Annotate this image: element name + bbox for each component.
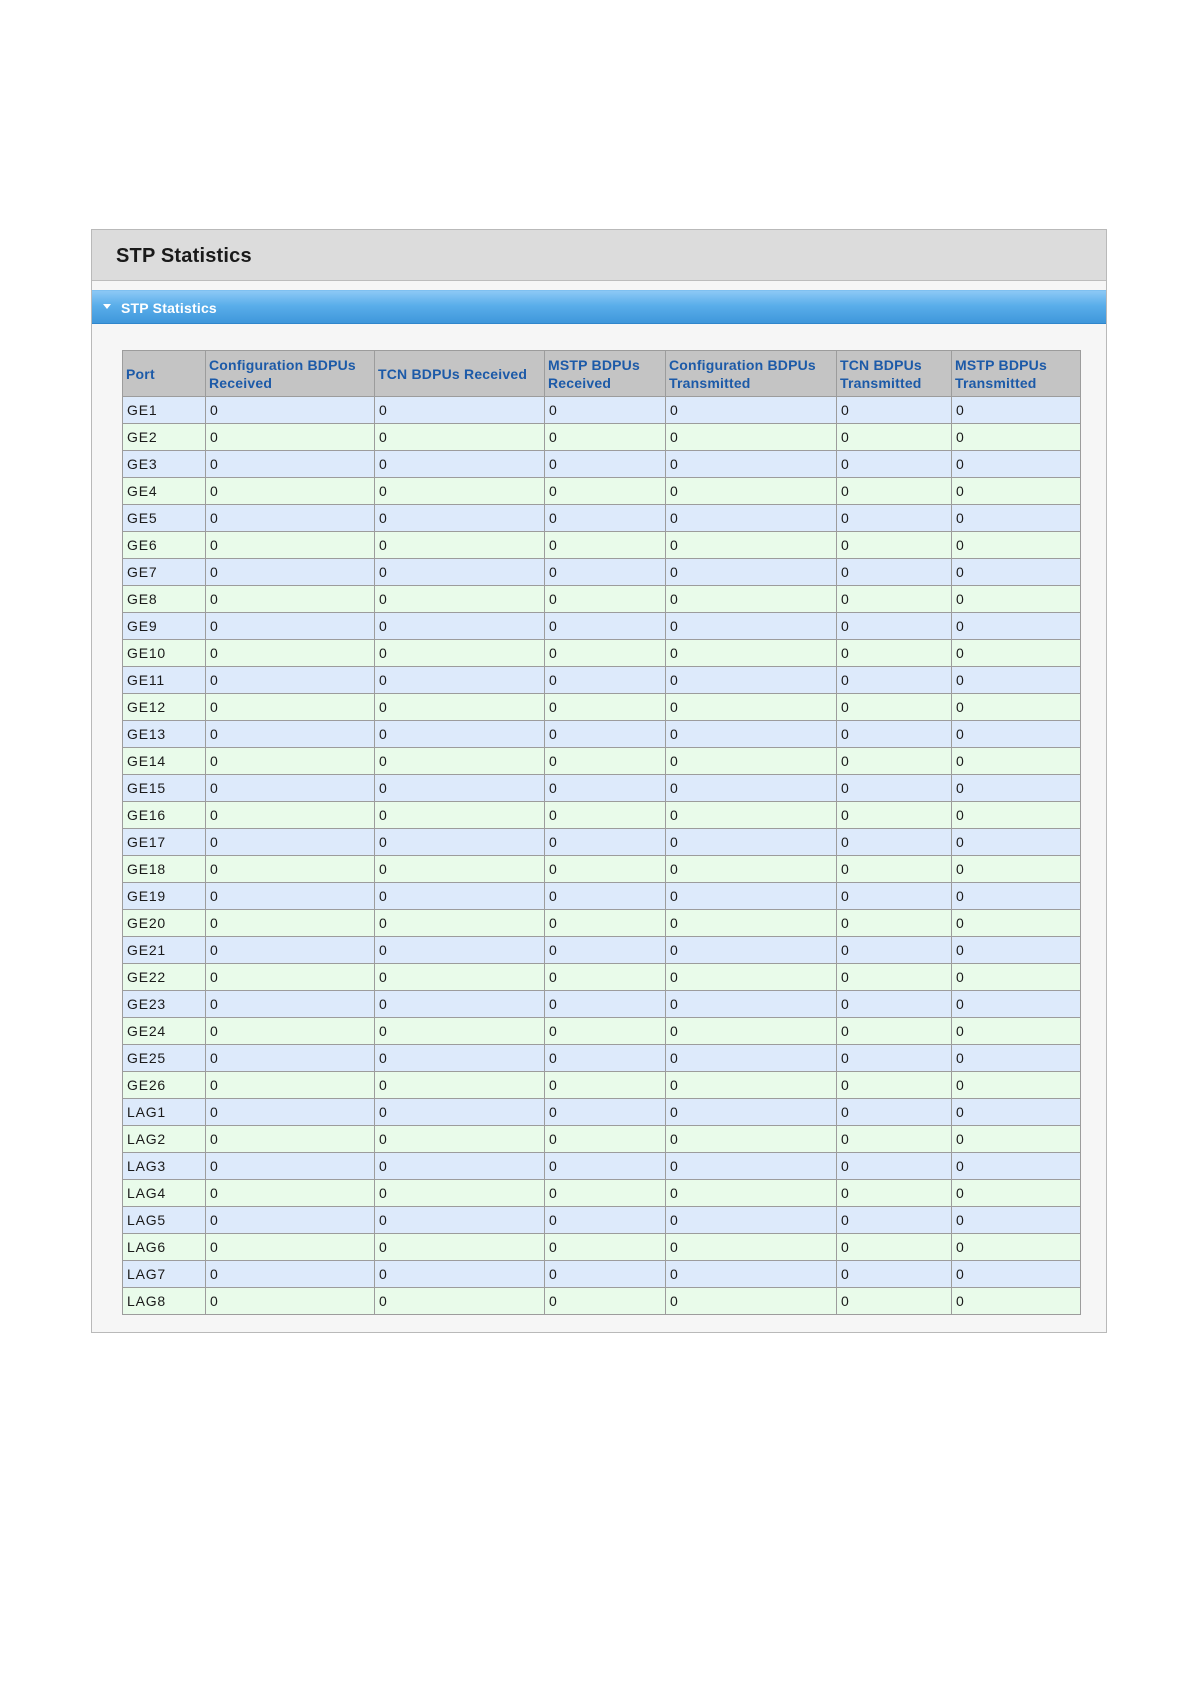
cell-tcn-bdpus-received: 0 [375,397,545,424]
cell-tcn-bdpus-transmitted: 0 [837,559,952,586]
cell-tcn-bdpus-received: 0 [375,586,545,613]
cell-tcn-bdpus-received: 0 [375,883,545,910]
cell-config-bdpus-transmitted: 0 [666,505,837,532]
cell-mstp-bdpus-received: 0 [545,505,666,532]
cell-mstp-bdpus-received: 0 [545,856,666,883]
cell-mstp-bdpus-transmitted: 0 [952,424,1081,451]
table-row [123,586,1081,613]
cell-tcn-bdpus-received: 0 [375,1180,545,1207]
cell-mstp-bdpus-transmitted: 0 [952,613,1081,640]
cell-mstp-bdpus-received: 0 [545,532,666,559]
cell-tcn-bdpus-transmitted: 0 [837,397,952,424]
cell-tcn-bdpus-received: 0 [375,532,545,559]
cell-config-bdpus-received: 0 [206,721,375,748]
table-row [123,1045,1081,1072]
collapse-arrow-icon[interactable] [103,304,111,309]
cell-mstp-bdpus-transmitted: 0 [952,1099,1081,1126]
cell-tcn-bdpus-transmitted: 0 [837,694,952,721]
column-header-config-bdpus-received: Configuration BDPUs Received [206,351,375,397]
cell-config-bdpus-transmitted: 0 [666,964,837,991]
statistics-table-body [123,397,1081,1315]
cell-mstp-bdpus-transmitted: 0 [952,775,1081,802]
cell-port: LAG2 [123,1126,206,1153]
table-row [123,1234,1081,1261]
cell-tcn-bdpus-transmitted: 0 [837,1261,952,1288]
cell-port: GE24 [123,1018,206,1045]
cell-port: GE14 [123,748,206,775]
cell-tcn-bdpus-transmitted: 0 [837,910,952,937]
cell-config-bdpus-received: 0 [206,1261,375,1288]
cell-tcn-bdpus-received: 0 [375,1099,545,1126]
cell-tcn-bdpus-transmitted: 0 [837,883,952,910]
cell-mstp-bdpus-received: 0 [545,775,666,802]
cell-mstp-bdpus-transmitted: 0 [952,721,1081,748]
cell-mstp-bdpus-received: 0 [545,1234,666,1261]
cell-tcn-bdpus-received: 0 [375,424,545,451]
cell-tcn-bdpus-received: 0 [375,667,545,694]
cell-config-bdpus-transmitted: 0 [666,883,837,910]
table-row [123,910,1081,937]
cell-port: GE11 [123,667,206,694]
cell-mstp-bdpus-transmitted: 0 [952,694,1081,721]
cell-mstp-bdpus-received: 0 [545,1261,666,1288]
cell-mstp-bdpus-transmitted: 0 [952,640,1081,667]
cell-mstp-bdpus-transmitted: 0 [952,1234,1081,1261]
cell-config-bdpus-received: 0 [206,532,375,559]
table-row [123,856,1081,883]
cell-port: GE3 [123,451,206,478]
cell-tcn-bdpus-transmitted: 0 [837,991,952,1018]
cell-config-bdpus-transmitted: 0 [666,802,837,829]
cell-tcn-bdpus-transmitted: 0 [837,478,952,505]
table-row [123,667,1081,694]
cell-config-bdpus-received: 0 [206,397,375,424]
cell-port: GE15 [123,775,206,802]
cell-tcn-bdpus-received: 0 [375,856,545,883]
cell-mstp-bdpus-received: 0 [545,1153,666,1180]
cell-tcn-bdpus-received: 0 [375,451,545,478]
cell-mstp-bdpus-received: 0 [545,613,666,640]
cell-tcn-bdpus-received: 0 [375,1234,545,1261]
cell-mstp-bdpus-received: 0 [545,586,666,613]
cell-mstp-bdpus-received: 0 [545,559,666,586]
table-row [123,613,1081,640]
cell-config-bdpus-transmitted: 0 [666,775,837,802]
cell-tcn-bdpus-transmitted: 0 [837,505,952,532]
cell-mstp-bdpus-received: 0 [545,802,666,829]
cell-tcn-bdpus-transmitted: 0 [837,1072,952,1099]
cell-config-bdpus-received: 0 [206,1045,375,1072]
cell-port: LAG4 [123,1180,206,1207]
cell-mstp-bdpus-transmitted: 0 [952,559,1081,586]
cell-port: GE10 [123,640,206,667]
cell-port: GE9 [123,613,206,640]
cell-port: GE18 [123,856,206,883]
cell-tcn-bdpus-received: 0 [375,829,545,856]
cell-tcn-bdpus-received: 0 [375,964,545,991]
cell-tcn-bdpus-received: 0 [375,910,545,937]
cell-mstp-bdpus-received: 0 [545,1126,666,1153]
page-title: STP Statistics [116,245,252,267]
cell-config-bdpus-received: 0 [206,1234,375,1261]
cell-config-bdpus-transmitted: 0 [666,532,837,559]
cell-port: GE23 [123,991,206,1018]
cell-mstp-bdpus-received: 0 [545,937,666,964]
cell-mstp-bdpus-transmitted: 0 [952,505,1081,532]
cell-tcn-bdpus-transmitted: 0 [837,1207,952,1234]
cell-config-bdpus-transmitted: 0 [666,748,837,775]
table-row [123,532,1081,559]
cell-port: GE19 [123,883,206,910]
table-row [123,802,1081,829]
cell-tcn-bdpus-transmitted: 0 [837,1288,952,1315]
table-row [123,1288,1081,1315]
table-row [123,775,1081,802]
cell-tcn-bdpus-transmitted: 0 [837,451,952,478]
column-header-tcn-bdpus-received: TCN BDPUs Received [375,351,545,397]
cell-mstp-bdpus-received: 0 [545,721,666,748]
cell-port: GE8 [123,586,206,613]
cell-config-bdpus-transmitted: 0 [666,1261,837,1288]
cell-port: LAG5 [123,1207,206,1234]
cell-port: GE12 [123,694,206,721]
table-row [123,964,1081,991]
cell-tcn-bdpus-transmitted: 0 [837,1018,952,1045]
cell-port: GE26 [123,1072,206,1099]
column-header-tcn-bdpus-transmitted: TCN BDPUs Transmitted [837,351,952,397]
cell-config-bdpus-received: 0 [206,937,375,964]
cell-port: GE22 [123,964,206,991]
cell-mstp-bdpus-transmitted: 0 [952,991,1081,1018]
cell-config-bdpus-received: 0 [206,586,375,613]
cell-config-bdpus-received: 0 [206,829,375,856]
cell-config-bdpus-transmitted: 0 [666,478,837,505]
statistics-table [122,350,1081,1315]
cell-tcn-bdpus-transmitted: 0 [837,748,952,775]
table-row [123,559,1081,586]
cell-tcn-bdpus-transmitted: 0 [837,1234,952,1261]
cell-port: LAG1 [123,1099,206,1126]
table-row [123,694,1081,721]
section-toggle-stp-statistics[interactable] [92,290,1106,324]
cell-config-bdpus-transmitted: 0 [666,1288,837,1315]
column-header-config-bdpus-transmitted: Configuration BDPUs Transmitted [666,351,837,397]
cell-tcn-bdpus-received: 0 [375,694,545,721]
cell-config-bdpus-transmitted: 0 [666,667,837,694]
cell-tcn-bdpus-transmitted: 0 [837,532,952,559]
cell-config-bdpus-received: 0 [206,910,375,937]
cell-port: LAG7 [123,1261,206,1288]
table-row [123,1072,1081,1099]
cell-config-bdpus-transmitted: 0 [666,721,837,748]
cell-tcn-bdpus-transmitted: 0 [837,1153,952,1180]
table-row [123,1180,1081,1207]
cell-tcn-bdpus-received: 0 [375,1072,545,1099]
cell-tcn-bdpus-received: 0 [375,505,545,532]
table-row [123,1261,1081,1288]
table-row [123,748,1081,775]
cell-mstp-bdpus-received: 0 [545,883,666,910]
cell-tcn-bdpus-received: 0 [375,937,545,964]
cell-tcn-bdpus-transmitted: 0 [837,775,952,802]
cell-tcn-bdpus-received: 0 [375,1126,545,1153]
cell-mstp-bdpus-transmitted: 0 [952,532,1081,559]
cell-tcn-bdpus-transmitted: 0 [837,1045,952,1072]
cell-config-bdpus-received: 0 [206,694,375,721]
table-row [123,478,1081,505]
cell-mstp-bdpus-transmitted: 0 [952,964,1081,991]
cell-mstp-bdpus-transmitted: 0 [952,1153,1081,1180]
cell-config-bdpus-received: 0 [206,748,375,775]
cell-config-bdpus-received: 0 [206,1126,375,1153]
cell-port: GE25 [123,1045,206,1072]
cell-tcn-bdpus-transmitted: 0 [837,640,952,667]
cell-mstp-bdpus-received: 0 [545,397,666,424]
cell-port: GE13 [123,721,206,748]
cell-tcn-bdpus-received: 0 [375,640,545,667]
table-row [123,1018,1081,1045]
cell-tcn-bdpus-received: 0 [375,748,545,775]
cell-config-bdpus-transmitted: 0 [666,1018,837,1045]
cell-mstp-bdpus-transmitted: 0 [952,397,1081,424]
cell-mstp-bdpus-transmitted: 0 [952,1207,1081,1234]
cell-config-bdpus-transmitted: 0 [666,1234,837,1261]
cell-mstp-bdpus-received: 0 [545,1207,666,1234]
cell-mstp-bdpus-transmitted: 0 [952,1045,1081,1072]
cell-tcn-bdpus-transmitted: 0 [837,667,952,694]
cell-tcn-bdpus-received: 0 [375,775,545,802]
cell-config-bdpus-received: 0 [206,667,375,694]
cell-config-bdpus-transmitted: 0 [666,1180,837,1207]
cell-mstp-bdpus-transmitted: 0 [952,586,1081,613]
cell-config-bdpus-received: 0 [206,505,375,532]
statistics-table-container [122,350,1080,1315]
table-header-row [123,351,1081,397]
cell-port: GE20 [123,910,206,937]
cell-tcn-bdpus-transmitted: 0 [837,721,952,748]
cell-mstp-bdpus-transmitted: 0 [952,478,1081,505]
cell-port: GE2 [123,424,206,451]
cell-mstp-bdpus-received: 0 [545,829,666,856]
cell-config-bdpus-received: 0 [206,1018,375,1045]
cell-mstp-bdpus-received: 0 [545,1072,666,1099]
cell-config-bdpus-received: 0 [206,1099,375,1126]
cell-config-bdpus-transmitted: 0 [666,559,837,586]
cell-config-bdpus-transmitted: 0 [666,640,837,667]
cell-mstp-bdpus-transmitted: 0 [952,883,1081,910]
cell-config-bdpus-transmitted: 0 [666,1072,837,1099]
cell-config-bdpus-transmitted: 0 [666,829,837,856]
section-title: STP Statistics [121,300,217,316]
column-header-mstp-bdpus-received: MSTP BDPUs Received [545,351,666,397]
cell-config-bdpus-received: 0 [206,424,375,451]
cell-port: GE5 [123,505,206,532]
cell-mstp-bdpus-transmitted: 0 [952,451,1081,478]
cell-config-bdpus-received: 0 [206,1153,375,1180]
cell-config-bdpus-transmitted: 0 [666,1153,837,1180]
cell-mstp-bdpus-transmitted: 0 [952,856,1081,883]
cell-config-bdpus-received: 0 [206,856,375,883]
cell-config-bdpus-received: 0 [206,451,375,478]
cell-mstp-bdpus-transmitted: 0 [952,829,1081,856]
cell-config-bdpus-received: 0 [206,991,375,1018]
cell-tcn-bdpus-received: 0 [375,1018,545,1045]
cell-tcn-bdpus-received: 0 [375,721,545,748]
column-header-mstp-bdpus-transmitted: MSTP BDPUs Transmitted [952,351,1081,397]
cell-tcn-bdpus-received: 0 [375,1045,545,1072]
table-row [123,721,1081,748]
cell-config-bdpus-transmitted: 0 [666,937,837,964]
cell-mstp-bdpus-transmitted: 0 [952,802,1081,829]
cell-config-bdpus-transmitted: 0 [666,613,837,640]
cell-config-bdpus-transmitted: 0 [666,397,837,424]
column-header-port: Port [123,351,206,397]
cell-tcn-bdpus-transmitted: 0 [837,1180,952,1207]
cell-tcn-bdpus-received: 0 [375,1261,545,1288]
table-row [123,451,1081,478]
cell-tcn-bdpus-transmitted: 0 [837,1126,952,1153]
table-row [123,505,1081,532]
cell-tcn-bdpus-transmitted: 0 [837,424,952,451]
cell-config-bdpus-transmitted: 0 [666,1045,837,1072]
cell-config-bdpus-transmitted: 0 [666,694,837,721]
table-row [123,829,1081,856]
cell-mstp-bdpus-transmitted: 0 [952,1072,1081,1099]
cell-mstp-bdpus-received: 0 [545,964,666,991]
cell-tcn-bdpus-transmitted: 0 [837,802,952,829]
cell-tcn-bdpus-received: 0 [375,802,545,829]
cell-port: LAG3 [123,1153,206,1180]
cell-mstp-bdpus-transmitted: 0 [952,748,1081,775]
cell-mstp-bdpus-received: 0 [545,991,666,1018]
table-row [123,640,1081,667]
cell-config-bdpus-transmitted: 0 [666,424,837,451]
table-row [123,991,1081,1018]
cell-config-bdpus-received: 0 [206,1180,375,1207]
cell-config-bdpus-transmitted: 0 [666,991,837,1018]
cell-config-bdpus-received: 0 [206,1288,375,1315]
cell-port: LAG6 [123,1234,206,1261]
cell-tcn-bdpus-transmitted: 0 [837,964,952,991]
cell-tcn-bdpus-received: 0 [375,613,545,640]
cell-tcn-bdpus-received: 0 [375,991,545,1018]
table-row [123,883,1081,910]
stp-statistics-panel [91,229,1107,1333]
cell-config-bdpus-transmitted: 0 [666,1126,837,1153]
cell-mstp-bdpus-received: 0 [545,667,666,694]
cell-port: GE16 [123,802,206,829]
cell-config-bdpus-transmitted: 0 [666,586,837,613]
cell-tcn-bdpus-transmitted: 0 [837,856,952,883]
table-row [123,397,1081,424]
cell-mstp-bdpus-transmitted: 0 [952,1126,1081,1153]
cell-tcn-bdpus-transmitted: 0 [837,1099,952,1126]
cell-port: GE17 [123,829,206,856]
cell-mstp-bdpus-received: 0 [545,748,666,775]
cell-config-bdpus-received: 0 [206,964,375,991]
cell-mstp-bdpus-received: 0 [545,640,666,667]
cell-tcn-bdpus-received: 0 [375,559,545,586]
cell-tcn-bdpus-received: 0 [375,1153,545,1180]
cell-config-bdpus-received: 0 [206,613,375,640]
cell-port: GE1 [123,397,206,424]
cell-tcn-bdpus-transmitted: 0 [837,613,952,640]
panel-header [92,230,1106,281]
cell-mstp-bdpus-transmitted: 0 [952,937,1081,964]
cell-mstp-bdpus-transmitted: 0 [952,1288,1081,1315]
cell-config-bdpus-received: 0 [206,1207,375,1234]
cell-mstp-bdpus-received: 0 [545,478,666,505]
cell-config-bdpus-transmitted: 0 [666,451,837,478]
cell-config-bdpus-received: 0 [206,478,375,505]
cell-mstp-bdpus-transmitted: 0 [952,910,1081,937]
cell-mstp-bdpus-received: 0 [545,910,666,937]
cell-mstp-bdpus-received: 0 [545,451,666,478]
table-row [123,424,1081,451]
cell-mstp-bdpus-received: 0 [545,1045,666,1072]
cell-config-bdpus-transmitted: 0 [666,1099,837,1126]
cell-config-bdpus-received: 0 [206,640,375,667]
cell-tcn-bdpus-transmitted: 0 [837,937,952,964]
table-row [123,1099,1081,1126]
cell-mstp-bdpus-received: 0 [545,694,666,721]
cell-tcn-bdpus-received: 0 [375,1207,545,1234]
cell-tcn-bdpus-transmitted: 0 [837,586,952,613]
cell-config-bdpus-transmitted: 0 [666,1207,837,1234]
table-row [123,1207,1081,1234]
cell-mstp-bdpus-transmitted: 0 [952,1018,1081,1045]
cell-config-bdpus-received: 0 [206,775,375,802]
cell-port: GE21 [123,937,206,964]
cell-config-bdpus-transmitted: 0 [666,910,837,937]
cell-tcn-bdpus-transmitted: 0 [837,829,952,856]
cell-config-bdpus-received: 0 [206,1072,375,1099]
cell-port: GE4 [123,478,206,505]
cell-port: GE7 [123,559,206,586]
cell-mstp-bdpus-received: 0 [545,1099,666,1126]
cell-mstp-bdpus-received: 0 [545,1018,666,1045]
table-row [123,1153,1081,1180]
cell-port: GE6 [123,532,206,559]
cell-config-bdpus-received: 0 [206,802,375,829]
cell-mstp-bdpus-transmitted: 0 [952,1261,1081,1288]
cell-config-bdpus-received: 0 [206,559,375,586]
cell-config-bdpus-received: 0 [206,883,375,910]
table-row [123,1126,1081,1153]
cell-port: LAG8 [123,1288,206,1315]
cell-mstp-bdpus-received: 0 [545,1180,666,1207]
cell-mstp-bdpus-transmitted: 0 [952,1180,1081,1207]
cell-tcn-bdpus-received: 0 [375,478,545,505]
cell-mstp-bdpus-transmitted: 0 [952,667,1081,694]
cell-mstp-bdpus-received: 0 [545,1288,666,1315]
cell-tcn-bdpus-received: 0 [375,1288,545,1315]
cell-config-bdpus-transmitted: 0 [666,856,837,883]
cell-mstp-bdpus-received: 0 [545,424,666,451]
table-row [123,937,1081,964]
